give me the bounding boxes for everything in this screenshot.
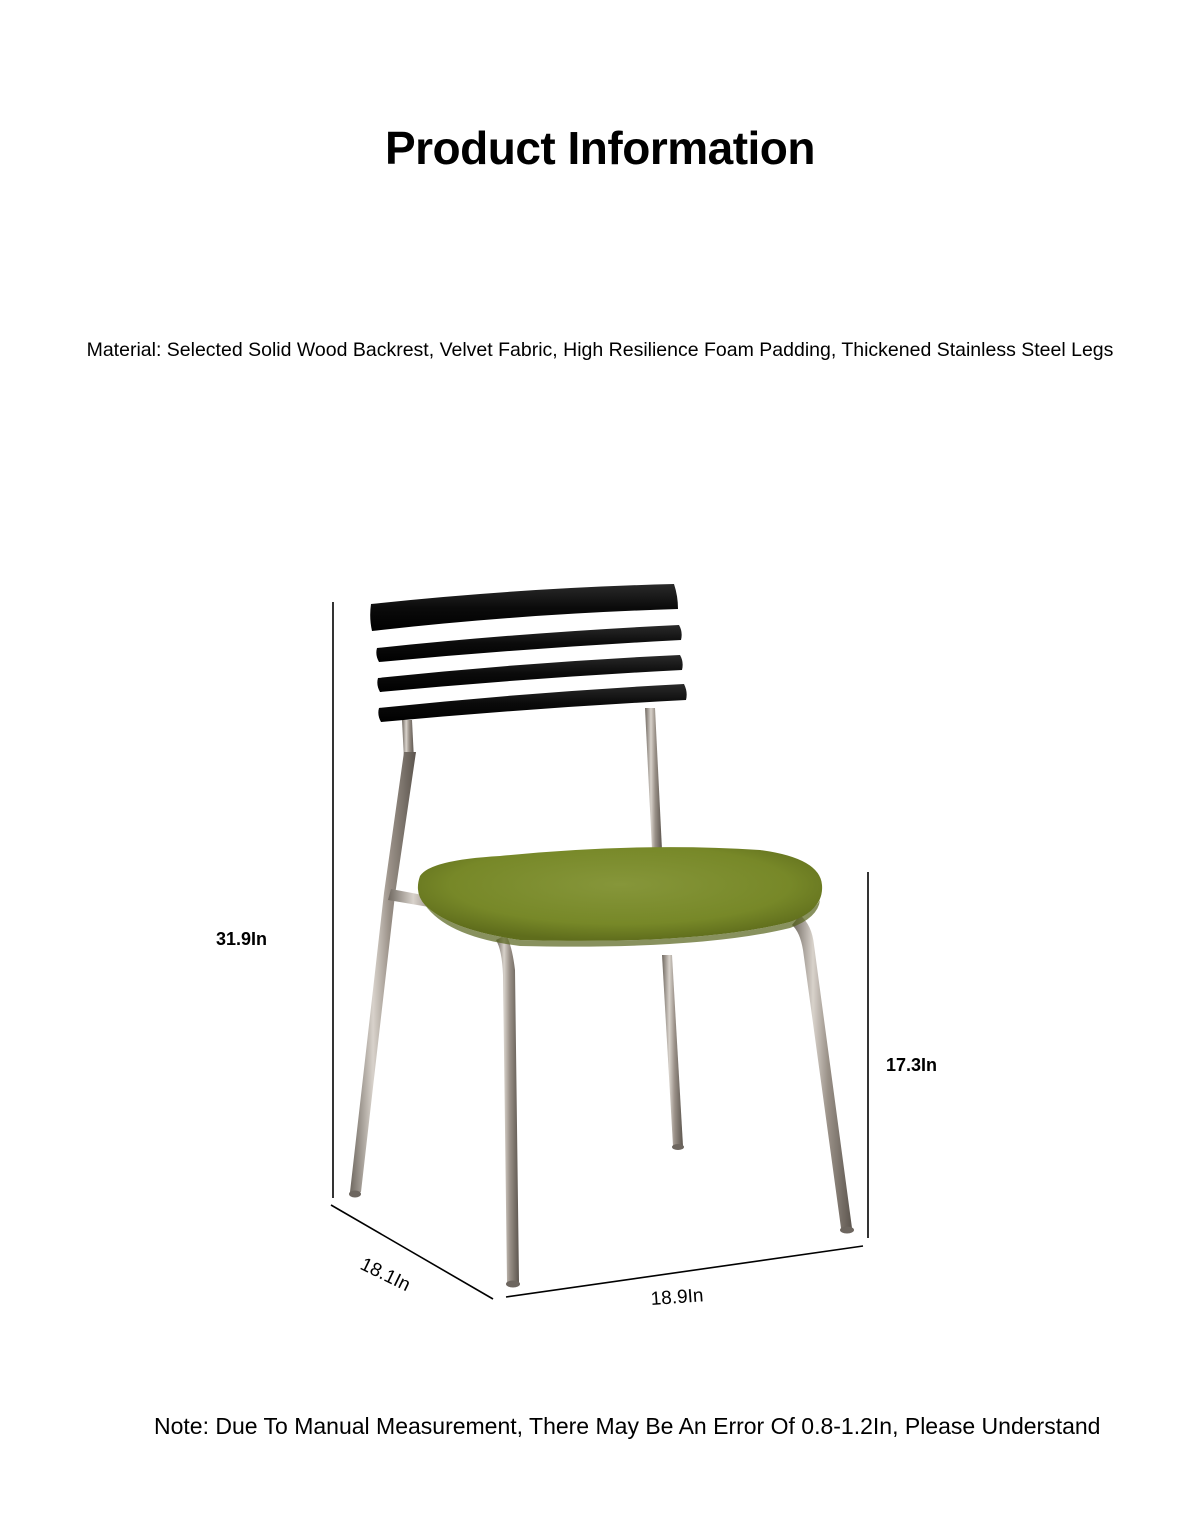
seat-cushion (418, 847, 822, 947)
backrest-slats (370, 584, 686, 722)
depth-label: 18.1In (356, 1254, 414, 1297)
material-description: Material: Selected Solid Wood Backrest, Velvet Fabric, High Resilience Foam Padding, Thickened Stainless Steel Legs (86, 339, 1114, 361)
depth-dimension-line (331, 1205, 493, 1299)
height-label: 31.9In (216, 929, 268, 949)
page-title: Product Information (384, 122, 816, 174)
seat-height-label: 17.3In (886, 1055, 938, 1075)
width-label: 18.9In (650, 1285, 705, 1310)
measurement-note: Note: Due To Manual Measurement, There May Be An Error Of 0.8-1.2In, Please Understand (154, 1413, 1101, 1439)
rear-left-leg (349, 752, 416, 1198)
